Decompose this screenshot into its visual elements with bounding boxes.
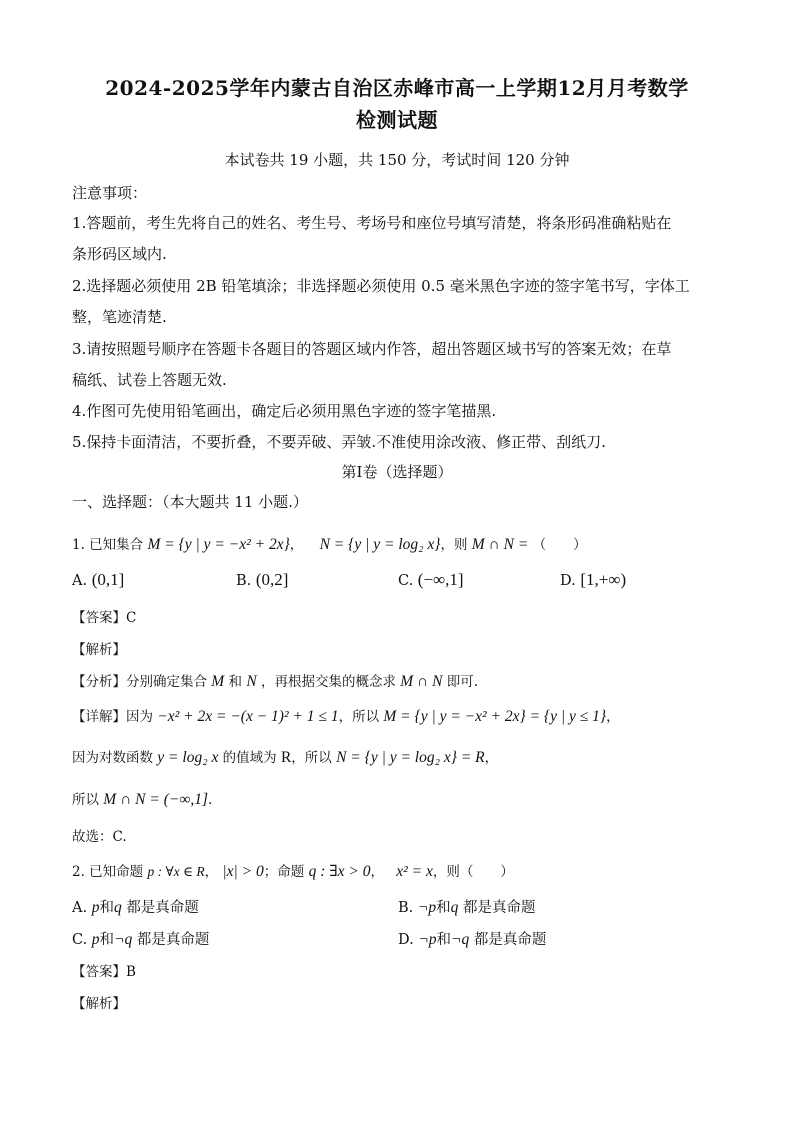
q1-separator: ，	[289, 537, 304, 553]
q1-xiangjie-line-3	[72, 790, 732, 810]
text: 和	[99, 900, 114, 916]
option-label: A.	[72, 573, 88, 589]
q1-fenxi	[72, 672, 732, 692]
option-value: (0,1]	[91, 570, 125, 589]
text: 都是真命题	[136, 932, 210, 948]
q2-option-d	[398, 930, 546, 950]
math: p	[91, 931, 100, 948]
text: ，	[204, 864, 219, 880]
math: q	[113, 899, 122, 916]
q1-ask: M ∩ N =	[471, 536, 529, 553]
math: M ∩ N = (−∞,1]	[103, 791, 209, 808]
text: 【分析】分别确定集合	[72, 674, 207, 690]
q1-option-b	[236, 570, 288, 591]
note-line: 2.选择题必须使用 2B 铅笔填涂；非选择题必须使用 0.5 毫米黑色字迹的签字笔书写，字体工	[72, 277, 690, 295]
math: y = log₂ x	[157, 749, 219, 766]
math: N	[246, 673, 257, 690]
text: 所以	[72, 792, 99, 808]
option-label: A.	[72, 900, 88, 916]
math: ¬q	[114, 931, 133, 948]
question-1-stem	[72, 535, 732, 555]
option-label: B.	[236, 573, 252, 589]
option-value: (0,2]	[255, 570, 289, 589]
math: q : ∃x > 0	[308, 863, 371, 880]
q1-answer: 【答案】C	[72, 610, 137, 626]
q1-prefix: 1. 已知集合	[72, 537, 144, 553]
text: ，则（ ）	[432, 864, 514, 880]
math: M = {y | y = −x² + 2x} = {y | y ≤ 1}	[383, 708, 607, 725]
text: 和	[436, 932, 452, 948]
note-line: 稿纸、试卷上答题无效.	[72, 371, 227, 389]
text: 和	[436, 900, 451, 916]
option-label: D.	[398, 932, 414, 948]
q1-option-d	[560, 570, 626, 591]
q1-analysis-heading: 【解析】	[72, 642, 126, 658]
q1-xiangjie-line-1	[72, 707, 732, 727]
math: R	[280, 749, 292, 766]
note-line: 1.答题前，考生先将自己的姓名、考生号、考场号和座位号填写清楚，将条形码准确粘贴在	[72, 214, 672, 232]
q1-xiangjie-line-2	[72, 748, 732, 768]
math: N = {y | y = log₂ x} = R	[336, 749, 485, 766]
q1-option-a	[72, 570, 124, 591]
note-line: 4.作图可先使用铅笔画出，确定后必须用黑色字迹的签字笔描黑.	[72, 402, 497, 420]
note-line: 整，笔迹清楚.	[72, 308, 167, 326]
math: p : ∀x ∈ R	[147, 864, 205, 879]
option-value: (−∞,1]	[417, 570, 464, 589]
notes-heading: 注意事项：	[72, 184, 148, 202]
volume-heading: 第Ⅰ卷（选择题）	[341, 463, 453, 481]
question-2-stem	[72, 862, 732, 882]
note-line: 3.请按照题号顺序在答题卡各题目的答题区域内作答，超出答题区域书写的答案无效；在草	[72, 340, 672, 358]
q2-option-a	[72, 898, 199, 918]
math: M	[211, 673, 225, 690]
math: |x| > 0	[222, 863, 264, 880]
q1-option-c	[398, 570, 464, 591]
math: ¬p	[418, 931, 437, 948]
q1-choose: 故选：C.	[72, 829, 127, 845]
text: ，	[370, 864, 384, 880]
text: ，再根据交集的概念求	[260, 674, 396, 690]
math: x² = x	[396, 863, 433, 880]
text: 和	[99, 932, 115, 948]
math: −x² + 2x = −(x − 1)² + 1 ≤ 1	[157, 708, 339, 725]
option-label: C.	[72, 932, 88, 948]
q2-analysis-heading: 【解析】	[72, 996, 126, 1012]
q1-set-n: N = {y | y = log₂ x}	[319, 536, 441, 553]
text: ，	[484, 750, 499, 766]
text: 因为对数函数	[72, 750, 153, 766]
text: 【详解】因为	[72, 709, 153, 725]
text: ，所以	[338, 709, 380, 725]
note-line: 5.保持卡面清洁，不要折叠，不要弄破、弄皱.不准使用涂改液、修正带、刮纸刀.	[72, 433, 606, 451]
text: 即可.	[446, 674, 479, 690]
option-label: D.	[560, 573, 576, 589]
text: 和	[228, 674, 243, 690]
q2-answer: 【答案】B	[72, 964, 136, 980]
text: 都是真命题	[473, 932, 547, 948]
note-line: 条形码区域内.	[72, 245, 167, 263]
math: q	[450, 899, 459, 916]
option-label: C.	[398, 573, 414, 589]
text: .	[208, 792, 213, 808]
option-value: [1,+∞)	[580, 570, 627, 589]
text: 2. 已知命题	[72, 864, 144, 880]
text: 都是真命题	[462, 900, 536, 916]
exam-intro: 本试卷共 19 小题，共 150 分，考试时间 120 分钟	[224, 151, 570, 169]
text: ；命题	[263, 864, 305, 880]
q1-paren: （ ）	[532, 537, 587, 553]
q2-option-c	[72, 930, 209, 950]
math: ¬p	[417, 899, 437, 916]
text: ，	[606, 709, 620, 725]
text: 都是真命题	[126, 900, 199, 916]
title-line-2: 检测试题	[356, 108, 438, 132]
text: ，所以	[291, 750, 332, 766]
q1-set-m: M = {y | y = −x² + 2x}	[147, 536, 290, 553]
section-heading: 一、选择题：（本大题共 11 小题.）	[72, 493, 308, 511]
text: 的值域为	[222, 750, 277, 766]
math: p	[91, 899, 100, 916]
option-label: B.	[398, 900, 414, 916]
q2-option-b	[398, 898, 535, 918]
math: M ∩ N	[400, 673, 443, 690]
math: ¬q	[451, 931, 470, 948]
title-line-1: 2024-2025学年内蒙古自治区赤峰市高一上学期12月月考数学	[105, 76, 689, 100]
q1-suffix: ，则	[440, 537, 468, 553]
